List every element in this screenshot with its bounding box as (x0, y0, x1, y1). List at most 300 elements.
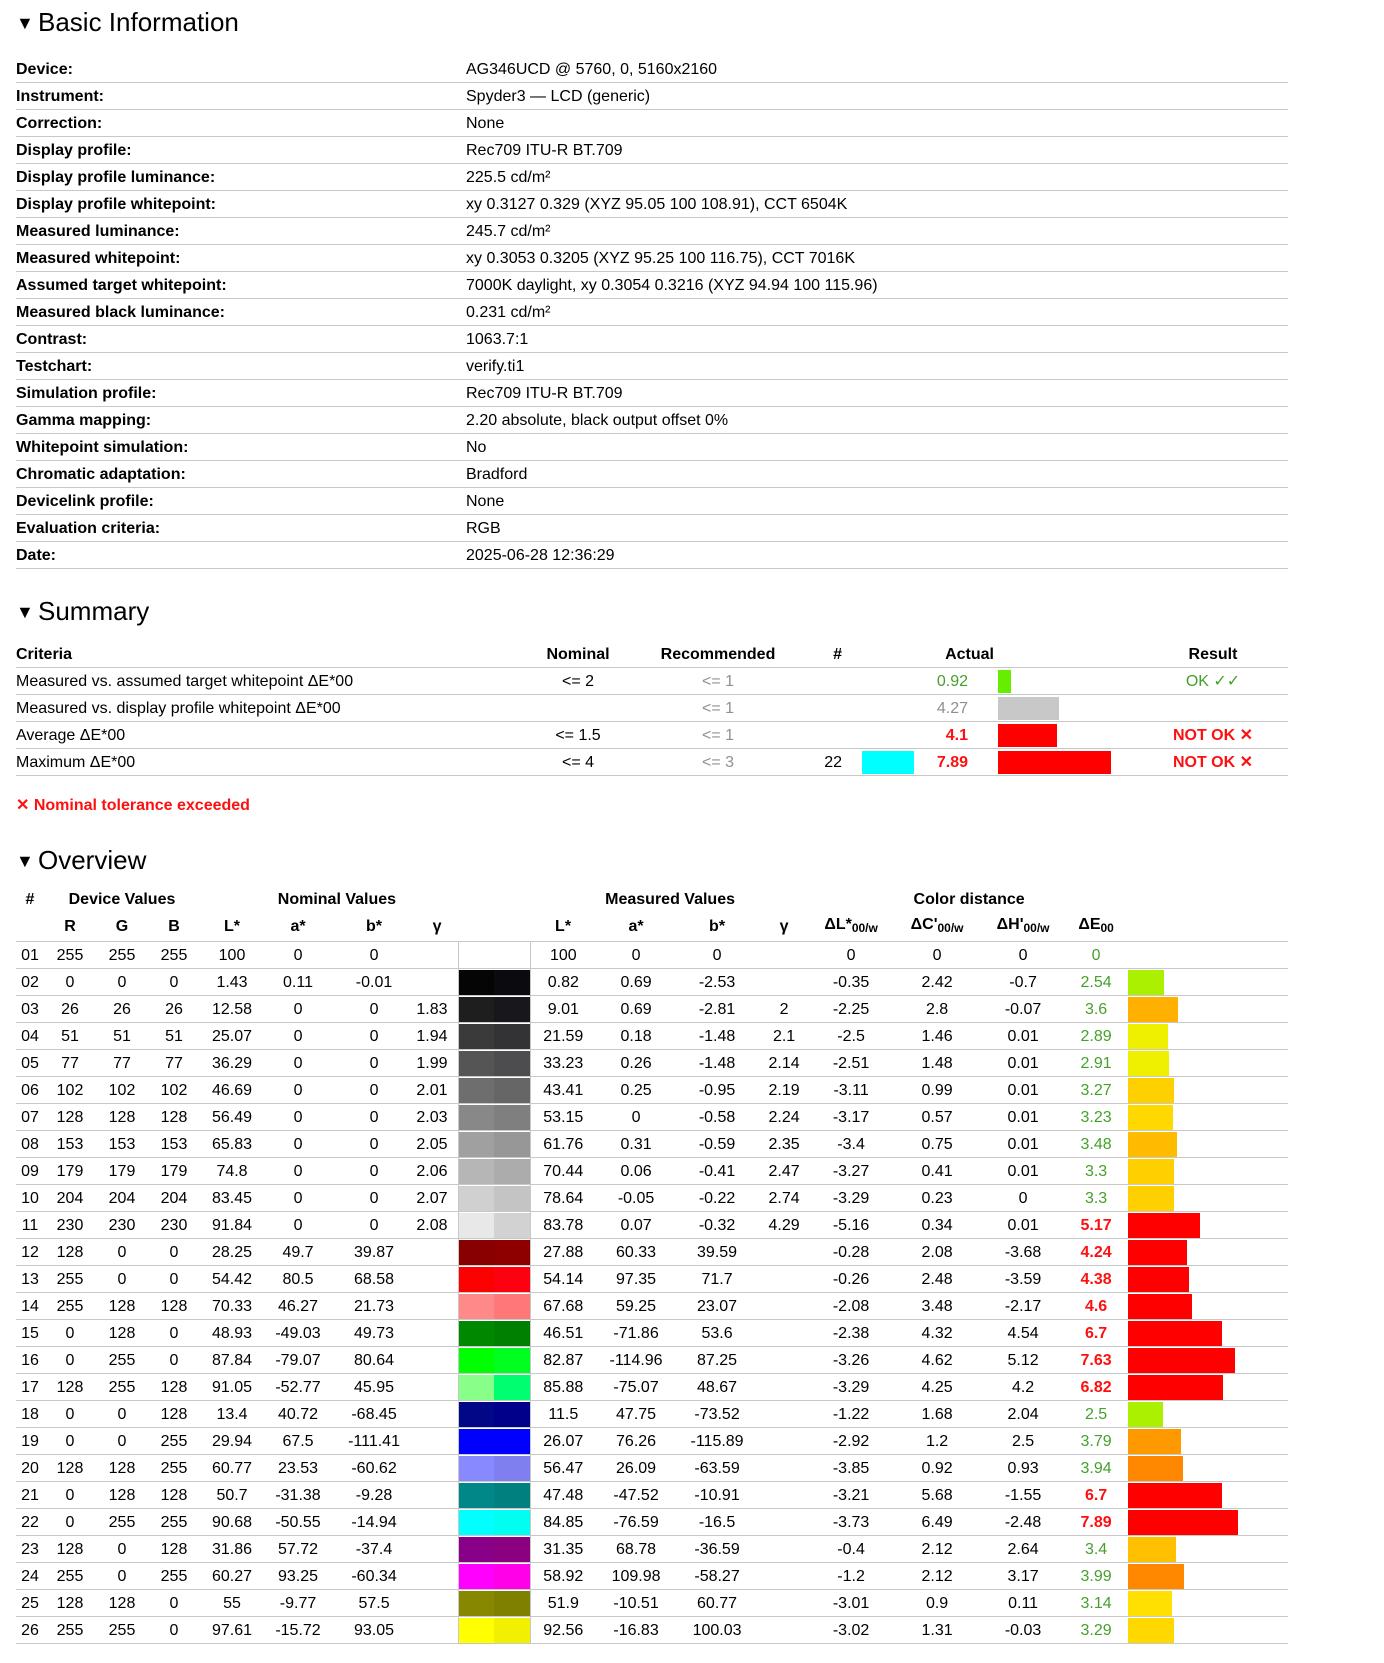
delta-l: -0.28 (810, 1239, 892, 1266)
device-r: 128 (44, 1239, 96, 1266)
nominal-gamma: 2.06 (416, 1158, 458, 1185)
measured-a: 68.78 (596, 1536, 676, 1563)
group-number: # (25, 890, 35, 908)
patch-number: 21 (16, 1482, 44, 1509)
overview-row (16, 942, 1288, 969)
nominal-gamma (416, 1509, 458, 1536)
delta-e-bar (1128, 1591, 1172, 1616)
col-nominal-gamma: γ (416, 912, 458, 942)
col-nominal: Nominal (506, 641, 650, 668)
info-value: 225.5 cd/m² (466, 164, 1288, 191)
nominal-l: 31.86 (200, 1536, 264, 1563)
summary-row (16, 695, 1288, 722)
delta-e-value: 0 (1064, 942, 1128, 969)
overview-row (16, 1077, 1288, 1104)
nominal-l: 70.33 (200, 1293, 264, 1320)
measured-color-swatch (494, 1132, 530, 1157)
delta-e-bar (1128, 1618, 1174, 1643)
measured-color-swatch (494, 1429, 530, 1454)
info-row (16, 542, 1288, 569)
criteria-label: Average ΔE*00 (16, 722, 506, 749)
color-swatch (458, 1590, 530, 1617)
tolerance-notice: ✕ Nominal tolerance exceeded (16, 797, 250, 814)
patch-number (786, 695, 842, 722)
group-measured-values: Measured Values (605, 890, 735, 908)
delta-e-value: 6.82 (1064, 1374, 1128, 1401)
nominal-l: 36.29 (200, 1050, 264, 1077)
actual-value: 0.92 (914, 668, 994, 695)
measured-a: 0.69 (596, 969, 676, 996)
color-swatch (458, 1455, 530, 1482)
nominal-gamma (416, 1590, 458, 1617)
delta-e-bar (1128, 997, 1178, 1022)
device-b: 128 (148, 1293, 200, 1320)
delta-e-bar (1128, 1321, 1222, 1346)
patch-number: 10 (16, 1185, 44, 1212)
nominal-gamma: 1.83 (416, 996, 458, 1023)
delta-l: -5.16 (810, 1212, 892, 1239)
measured-l: 58.92 (530, 1563, 596, 1590)
col-nominal-b: b* (332, 912, 416, 942)
nominal-l: 60.77 (200, 1455, 264, 1482)
nominal-l: 29.94 (200, 1428, 264, 1455)
device-r: 255 (44, 1617, 96, 1644)
delta-l: 0 (810, 942, 892, 969)
color-swatch (458, 1212, 530, 1239)
delta-e-value: 4.6 (1064, 1293, 1128, 1320)
measured-a: 59.25 (596, 1293, 676, 1320)
delta-e-value: 3.3 (1064, 1158, 1128, 1185)
nominal-gamma (416, 1293, 458, 1320)
measured-color-swatch (494, 1024, 530, 1049)
info-row (16, 515, 1288, 542)
col-criteria: Criteria (16, 641, 506, 668)
delta-e-bar (1128, 1159, 1174, 1184)
info-row (16, 245, 1288, 272)
measured-b: 100.03 (676, 1617, 758, 1644)
actual-bar-cell (994, 722, 1138, 749)
nominal-l: 100 (200, 942, 264, 969)
measured-b: -0.22 (676, 1185, 758, 1212)
measured-l: 100 (530, 942, 596, 969)
recommended-value: <= 1 (650, 722, 786, 749)
measured-color-swatch (494, 1456, 530, 1481)
info-label: Testchart: (16, 353, 466, 380)
nominal-color-swatch (459, 1483, 495, 1508)
overview-row (16, 969, 1288, 996)
nominal-l: 28.25 (200, 1239, 264, 1266)
device-b: 0 (148, 1320, 200, 1347)
col-swatch (458, 912, 530, 942)
actual-bar (998, 724, 1057, 747)
info-value: None (466, 110, 1288, 137)
delta-l: -2.38 (810, 1320, 892, 1347)
recommended-value: <= 1 (650, 695, 786, 722)
nominal-gamma: 2.03 (416, 1104, 458, 1131)
device-b: 0 (148, 1590, 200, 1617)
delta-h: 4.54 (982, 1320, 1064, 1347)
measured-l: 9.01 (530, 996, 596, 1023)
device-b: 0 (148, 1347, 200, 1374)
delta-l: -3.17 (810, 1104, 892, 1131)
info-label: Date: (16, 542, 466, 569)
nominal-color-swatch (459, 1186, 495, 1211)
delta-e-bar (1128, 1186, 1174, 1211)
nominal-color-swatch (459, 1051, 495, 1076)
measured-l: 31.35 (530, 1536, 596, 1563)
delta-e-bar-cell (1128, 1482, 1288, 1509)
overview-row (16, 1536, 1288, 1563)
overview-row (16, 1590, 1288, 1617)
nominal-gamma: 2.01 (416, 1077, 458, 1104)
nominal-gamma (416, 1482, 458, 1509)
nominal-l: 83.45 (200, 1185, 264, 1212)
device-b: 204 (148, 1185, 200, 1212)
measured-l: 47.48 (530, 1482, 596, 1509)
nominal-gamma (416, 1266, 458, 1293)
info-row (16, 407, 1288, 434)
device-r: 230 (44, 1212, 96, 1239)
info-label: Whitepoint simulation: (16, 434, 466, 461)
measured-b: -58.27 (676, 1563, 758, 1590)
measured-color-swatch (494, 1564, 530, 1589)
collapse-triangle-icon[interactable]: ▼ (16, 851, 34, 871)
nominal-a: 57.72 (264, 1536, 332, 1563)
nominal-b: 21.73 (332, 1293, 416, 1320)
delta-e-value: 3.29 (1064, 1617, 1128, 1644)
delta-e-bar-cell (1128, 1320, 1288, 1347)
delta-c: 4.25 (892, 1374, 982, 1401)
overview-row (16, 1158, 1288, 1185)
measured-gamma: 2.14 (758, 1050, 810, 1077)
device-b: 0 (148, 969, 200, 996)
measured-gamma: 2.35 (758, 1131, 810, 1158)
info-value: xy 0.3053 0.3205 (XYZ 95.25 100 116.75), CCT 7016K (466, 245, 1288, 272)
device-r: 153 (44, 1131, 96, 1158)
measured-gamma (758, 1536, 810, 1563)
info-row (16, 326, 1288, 353)
nominal-l: 65.83 (200, 1131, 264, 1158)
patch-number: 04 (16, 1023, 44, 1050)
nominal-b: -37.4 (332, 1536, 416, 1563)
measured-color-swatch (494, 1294, 530, 1319)
nominal-b: 39.87 (332, 1239, 416, 1266)
device-b: 128 (148, 1104, 200, 1131)
patch-number: 13 (16, 1266, 44, 1293)
nominal-a: 46.27 (264, 1293, 332, 1320)
result-value (1138, 695, 1288, 722)
nominal-b: -9.28 (332, 1482, 416, 1509)
measured-gamma: 4.29 (758, 1212, 810, 1239)
measured-gamma (758, 1293, 810, 1320)
nominal-value: <= 1.5 (506, 722, 650, 749)
nominal-color-swatch (459, 1564, 495, 1589)
nominal-value (506, 695, 650, 722)
patch-number: 18 (16, 1401, 44, 1428)
nominal-gamma (416, 1617, 458, 1644)
measured-l: 33.23 (530, 1050, 596, 1077)
delta-h: 0.01 (982, 1023, 1064, 1050)
delta-c: 3.48 (892, 1293, 982, 1320)
info-row (16, 380, 1288, 407)
delta-l: -2.5 (810, 1023, 892, 1050)
nominal-value: <= 4 (506, 749, 650, 776)
device-r: 0 (44, 1482, 96, 1509)
device-r: 0 (44, 1428, 96, 1455)
measured-b: 71.7 (676, 1266, 758, 1293)
color-swatch (458, 996, 530, 1023)
nominal-b: -0.01 (332, 969, 416, 996)
delta-e-bar-cell (1128, 969, 1288, 996)
nominal-a: -31.38 (264, 1482, 332, 1509)
delta-c: 0.57 (892, 1104, 982, 1131)
measured-a: 76.26 (596, 1428, 676, 1455)
summary-table (16, 641, 1288, 776)
measured-gamma (758, 1428, 810, 1455)
delta-e-bar (1128, 1483, 1222, 1508)
nominal-l: 87.84 (200, 1347, 264, 1374)
delta-e-bar-cell (1128, 1401, 1288, 1428)
measured-a: 0.26 (596, 1050, 676, 1077)
nominal-b: 93.05 (332, 1617, 416, 1644)
delta-e-bar-cell (1128, 1563, 1288, 1590)
delta-c: 0 (892, 942, 982, 969)
nominal-gamma (416, 1455, 458, 1482)
info-label: Contrast: (16, 326, 466, 353)
swatch-block (862, 751, 914, 774)
device-b: 26 (148, 996, 200, 1023)
delta-e-bar-cell (1128, 1050, 1288, 1077)
nominal-gamma (416, 1347, 458, 1374)
nominal-color-swatch (459, 1618, 495, 1643)
delta-e-bar-cell (1128, 1536, 1288, 1563)
recommended-value: <= 3 (650, 749, 786, 776)
nominal-color-swatch (459, 1456, 495, 1481)
color-swatch (458, 1266, 530, 1293)
measured-b: -1.48 (676, 1023, 758, 1050)
device-r: 255 (44, 942, 96, 969)
device-g: 51 (96, 1023, 148, 1050)
info-row (16, 191, 1288, 218)
measured-a: -76.59 (596, 1509, 676, 1536)
measured-gamma (758, 1401, 810, 1428)
measured-b: -1.48 (676, 1050, 758, 1077)
collapse-triangle-icon[interactable]: ▼ (16, 13, 34, 33)
device-r: 51 (44, 1023, 96, 1050)
summary-row (16, 749, 1288, 776)
nominal-color-swatch (459, 1132, 495, 1157)
nominal-a: 0 (264, 1023, 332, 1050)
nominal-a: 23.53 (264, 1455, 332, 1482)
delta-h: 0.01 (982, 1158, 1064, 1185)
delta-e-bar-cell (1128, 1590, 1288, 1617)
info-label: Correction: (16, 110, 466, 137)
delta-l: -1.2 (810, 1563, 892, 1590)
measured-a: 0.31 (596, 1131, 676, 1158)
nominal-b: 45.95 (332, 1374, 416, 1401)
result-value: NOT OK ✕ (1138, 749, 1288, 776)
delta-c: 2.12 (892, 1536, 982, 1563)
nominal-l: 25.07 (200, 1023, 264, 1050)
measured-a: 47.75 (596, 1401, 676, 1428)
measured-gamma: 2.74 (758, 1185, 810, 1212)
measured-gamma (758, 969, 810, 996)
device-g: 255 (96, 1347, 148, 1374)
device-g: 128 (96, 1104, 148, 1131)
delta-l: -3.26 (810, 1347, 892, 1374)
basic-information-heading[interactable]: ▼ Basic Information (16, 0, 1288, 44)
nominal-l: 50.7 (200, 1482, 264, 1509)
col-recommended: Recommended (650, 641, 786, 668)
nominal-a: 67.5 (264, 1428, 332, 1455)
nominal-b: 0 (332, 1131, 416, 1158)
measured-a: 97.35 (596, 1266, 676, 1293)
info-value: 2025-06-28 12:36:29 (466, 542, 1288, 569)
result-value: OK ✓✓ (1138, 668, 1288, 695)
measured-color-swatch (494, 1240, 530, 1265)
measured-color-swatch (494, 1375, 530, 1400)
device-r: 128 (44, 1104, 96, 1131)
nominal-l: 56.49 (200, 1104, 264, 1131)
actual-bar-cell (994, 695, 1138, 722)
info-row (16, 461, 1288, 488)
device-g: 255 (96, 1374, 148, 1401)
info-value: No (466, 434, 1288, 461)
info-row (16, 434, 1288, 461)
device-b: 0 (148, 1266, 200, 1293)
measured-color-swatch (494, 1105, 530, 1130)
device-r: 255 (44, 1266, 96, 1293)
measured-a: -16.83 (596, 1617, 676, 1644)
nominal-l: 12.58 (200, 996, 264, 1023)
col-nominal-l: L* (200, 912, 264, 942)
patch-number: 22 (16, 1509, 44, 1536)
delta-e-bar (1128, 1132, 1177, 1157)
info-label: Display profile luminance: (16, 164, 466, 191)
delta-h: -0.07 (982, 996, 1064, 1023)
patch-number: 23 (16, 1536, 44, 1563)
measured-a: 0 (596, 1104, 676, 1131)
measured-l: 67.68 (530, 1293, 596, 1320)
delta-e-bar (1128, 1456, 1183, 1481)
delta-c: 5.68 (892, 1482, 982, 1509)
delta-h: 0.93 (982, 1455, 1064, 1482)
delta-e-bar (1128, 1375, 1223, 1400)
delta-h: 3.17 (982, 1563, 1064, 1590)
device-b: 255 (148, 942, 200, 969)
device-b: 128 (148, 1482, 200, 1509)
nominal-b: -111.41 (332, 1428, 416, 1455)
device-g: 179 (96, 1158, 148, 1185)
delta-e-bar (1128, 1105, 1173, 1130)
device-r: 0 (44, 1401, 96, 1428)
delta-e-value: 6.7 (1064, 1320, 1128, 1347)
measured-a: -0.05 (596, 1185, 676, 1212)
patch-swatch (842, 722, 914, 749)
info-value: RGB (466, 515, 1288, 542)
measured-l: 43.41 (530, 1077, 596, 1104)
nominal-color-swatch (459, 1105, 495, 1130)
delta-h: -1.55 (982, 1482, 1064, 1509)
color-swatch (458, 1104, 530, 1131)
delta-e-bar (1128, 1348, 1235, 1373)
delta-h: -2.48 (982, 1509, 1064, 1536)
col-swatch (842, 641, 914, 668)
delta-e-bar (1128, 1510, 1238, 1535)
measured-color-swatch (494, 1483, 530, 1508)
overview-table (16, 886, 1288, 1644)
nominal-b: 0 (332, 1185, 416, 1212)
overview-row (16, 1050, 1288, 1077)
info-row (16, 110, 1288, 137)
measured-l: 26.07 (530, 1428, 596, 1455)
measured-a: 0.18 (596, 1023, 676, 1050)
measured-l: 11.5 (530, 1401, 596, 1428)
nominal-l: 91.84 (200, 1212, 264, 1239)
measured-gamma (758, 1374, 810, 1401)
measured-b: -0.59 (676, 1131, 758, 1158)
delta-c: 4.62 (892, 1347, 982, 1374)
nominal-b: 0 (332, 996, 416, 1023)
patch-number: 15 (16, 1320, 44, 1347)
measured-b: 39.59 (676, 1239, 758, 1266)
delta-e-value: 3.79 (1064, 1428, 1128, 1455)
device-r: 0 (44, 969, 96, 996)
delta-e-bar-cell (1128, 1104, 1288, 1131)
summary-heading[interactable]: ▼ Summary (16, 589, 1288, 633)
color-swatch (458, 1401, 530, 1428)
measured-a: -114.96 (596, 1347, 676, 1374)
measured-gamma (758, 1320, 810, 1347)
delta-c: 0.75 (892, 1131, 982, 1158)
info-label: Measured whitepoint: (16, 245, 466, 272)
delta-h: 0.01 (982, 1050, 1064, 1077)
nominal-b: 0 (332, 1212, 416, 1239)
nominal-a: 80.5 (264, 1266, 332, 1293)
measured-gamma: 2.47 (758, 1158, 810, 1185)
device-g: 102 (96, 1077, 148, 1104)
info-row (16, 56, 1288, 83)
delta-e-value: 2.5 (1064, 1401, 1128, 1428)
col-measured-a: a* (596, 912, 676, 942)
color-swatch (458, 1239, 530, 1266)
device-g: 128 (96, 1590, 148, 1617)
patch-number: 26 (16, 1617, 44, 1644)
nominal-l: 97.61 (200, 1617, 264, 1644)
device-g: 0 (96, 1401, 148, 1428)
delta-e-value: 2.91 (1064, 1050, 1128, 1077)
overview-row (16, 1023, 1288, 1050)
overview-row (16, 1455, 1288, 1482)
collapse-triangle-icon[interactable]: ▼ (16, 602, 34, 622)
measured-color-swatch (494, 1321, 530, 1346)
delta-h: 2.5 (982, 1428, 1064, 1455)
patch-number: 07 (16, 1104, 44, 1131)
col-delta-e: $\Delta E_{00}$ (1064, 912, 1128, 942)
nominal-a: 0.11 (264, 969, 332, 996)
measured-l: 46.51 (530, 1320, 596, 1347)
delta-c: 1.2 (892, 1428, 982, 1455)
device-b: 255 (148, 1455, 200, 1482)
color-swatch (458, 1428, 530, 1455)
overview-row (16, 1401, 1288, 1428)
measured-l: 82.87 (530, 1347, 596, 1374)
delta-h: -3.68 (982, 1239, 1064, 1266)
device-r: 255 (44, 1293, 96, 1320)
overview-heading[interactable]: ▼ Overview (16, 838, 1288, 882)
measured-gamma (758, 1266, 810, 1293)
delta-e-value: 3.14 (1064, 1590, 1128, 1617)
